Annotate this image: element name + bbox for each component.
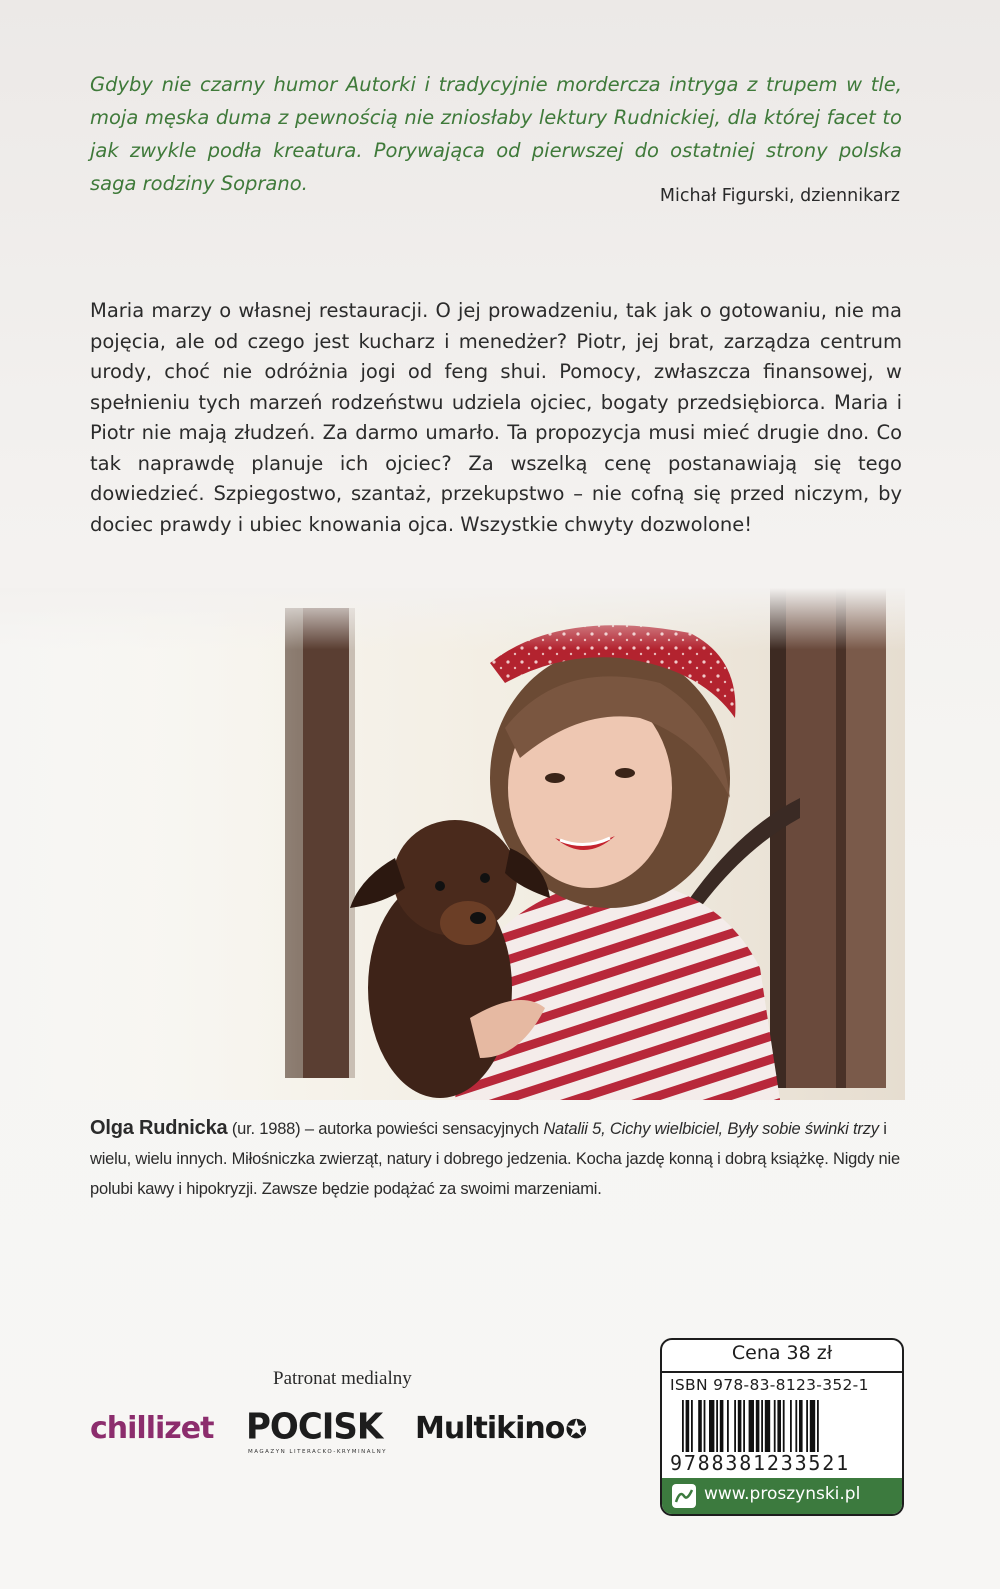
isbn-label: ISBN 978-83-8123-352-1 (670, 1376, 869, 1394)
barcode-graphic (680, 1400, 884, 1452)
author-photo (0, 588, 905, 1100)
endorsement-author: Michał Figurski, dziennikarz (659, 186, 900, 206)
bio-intro: (ur. 1988) – autorka powieści sensacyjnych (227, 1120, 544, 1138)
multikino-logo-text: Multikino (415, 1411, 565, 1446)
publisher-url-bar[interactable] (662, 1478, 902, 1514)
multikino-star-icon: ✪ (565, 1415, 587, 1445)
endorsement-quote: Gdyby nie czarny humor Autorki i tradycyjnie mordercza intryga z trupem w tle, moja męska duma z pewnością nie zniosłaby lektury Rudnickiej, dla której facet to jak zwykle podła kreatura. Porywająca od pierwszej do ostatniej strony polska saga rodziny Soprano. (90, 73, 902, 195)
publisher-logo-icon (672, 1484, 696, 1508)
price-divider (662, 1371, 902, 1373)
bio-rest: i wielu, wielu innych. Miłośniczka zwierząt, natury i dobrego jedzenia. Kocha jazdę konną i dobrą książkę. Nigdy nie polubi kawy i hipokryzji. Zawsze będzie podążać za swoimi marzeniami. (90, 1120, 900, 1198)
publisher-url[interactable]: www.proszynski.pl (704, 1484, 861, 1504)
pocisk-logo: POCISK (246, 1406, 383, 1448)
media-patronage-label: Patronat medialny (273, 1368, 412, 1389)
author-name: Olga Rudnicka (90, 1117, 228, 1139)
multikino-logo (415, 1411, 586, 1446)
bio-works: Natalii 5, Cichy wielbiciel, Były sobie świnki trzy (543, 1120, 879, 1138)
barcode-box (660, 1338, 904, 1516)
ean-number: 9788381233521 (670, 1451, 850, 1475)
media-logos (90, 1405, 630, 1465)
pocisk-logo-subtitle: MAGAZYN LITERACKO-KRYMINALNY (248, 1449, 388, 1455)
book-blurb: Maria marzy o własnej restauracji. O jej prowadzeniu, tak jak o gotowaniu, nie ma pojęcia, ale od czego jest kucharz i menedżer? Piotr, jej brat, zarządza centrum urody, choć nie odróżnia jogi od feng shui. Pomocy, zwłaszcza finansowej, w spełnieniu tych marzeń rodzeństwu udziela ojciec, bogaty przedsiębiorca. Maria i Piotr nie mają złudzeń. Za darmo umarło. Ta propozycja musi mieć drugie dno. Co tak naprawdę planuje ich ojciec? Za wszelką cenę postanawiają się tego dowiedzieć. Szpiegostwo, szantaż, przekupstwo – nie cofną się przed niczym, by dociec prawdy i ubiec knowania ojca. Wszystkie chwyty dozwolone! (90, 299, 902, 536)
price-label: Cena 38 zł (731, 1342, 833, 1364)
chillizet-logo: chillizet (90, 1411, 214, 1446)
author-bio (90, 1113, 910, 1204)
